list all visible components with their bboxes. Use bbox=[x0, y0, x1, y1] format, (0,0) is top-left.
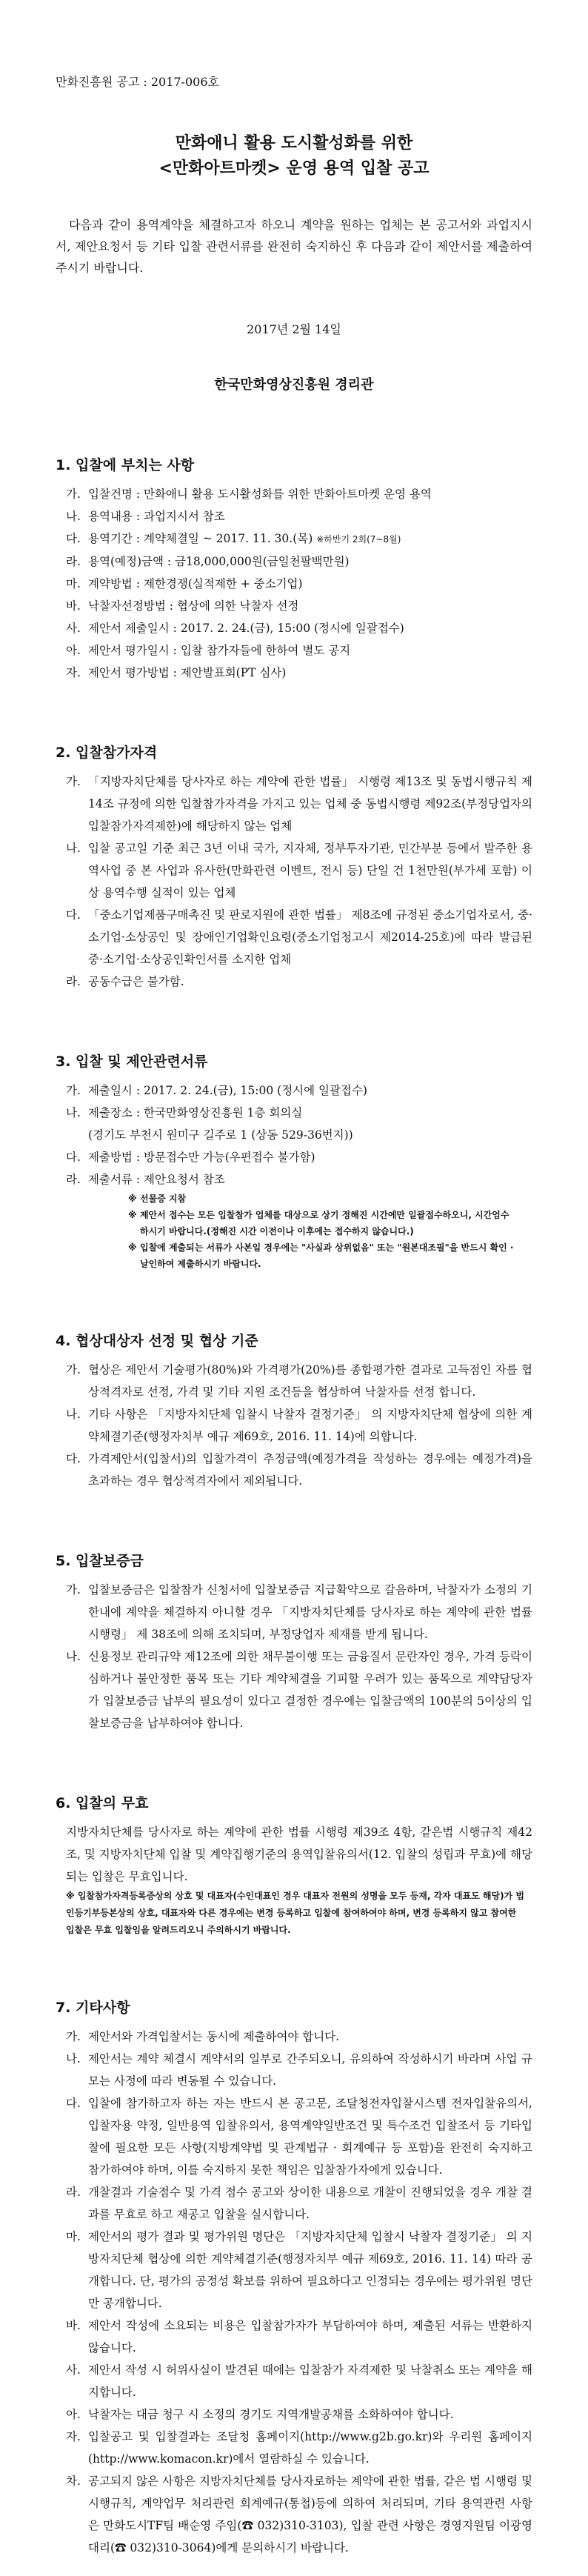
item-label: 나. bbox=[66, 1650, 81, 1663]
note-text: 선물증 지참 bbox=[140, 1194, 187, 1204]
item-label: 바. bbox=[66, 599, 81, 613]
item-label: 자. bbox=[66, 2430, 81, 2443]
note-item bbox=[56, 1191, 532, 1207]
list-item bbox=[56, 595, 532, 617]
item-label: 마. bbox=[66, 577, 81, 590]
item-text: 입찰건명 : 만화애니 활용 도시활성화를 위한 만화아트마켓 운영 용역 bbox=[88, 487, 432, 501]
list-item bbox=[56, 2092, 532, 2181]
list-item bbox=[56, 1079, 532, 1102]
item-text: 제안서 작성에 소요되는 비용은 입찰참가자가 부담하여야 하며, 제출된 서류는 반환하지 않습니다. bbox=[88, 2319, 532, 2354]
section-6 bbox=[56, 1792, 532, 1939]
list-item bbox=[56, 2359, 532, 2403]
item-label: 가. bbox=[66, 487, 81, 501]
item-text: 입찰 공고일 기준 최근 3년 이내 국가, 지자체, 정부투자기관, 민간부분 등에서 발주한 용역사업 중 본 사업과 유사한(만화관련 이벤트, 전시 등) 단일 건 1천만원(부가세 포함) 이상 용역수행 실적이 있는 업체 bbox=[88, 842, 532, 899]
list-item bbox=[56, 2226, 532, 2314]
list-item bbox=[56, 617, 532, 639]
list-item bbox=[56, 2403, 532, 2426]
list-item bbox=[56, 1645, 532, 1734]
section-title: 6. 입찰의 무효 bbox=[56, 1795, 149, 1811]
list-item bbox=[56, 971, 532, 993]
item-text: 공고되지 않은 사항은 지방자치단체를 당사자로하는 계약에 관한 법률, 같은 법 시행령 및 시행규칙, 계약업무 처리관련 회계예규(통첩)등에 의하여 처리되며, 기타 용역관련 사항은 만화도시TF팀 배순영 주임(☎ 032)310-3103), 입찰 관련 사항은 경영지원팀 이광영 대리(☎ 032)310-3064)에게 문의하시기 바랍니다. bbox=[88, 2475, 532, 2555]
list-item bbox=[56, 1448, 532, 1492]
item-text: 낙찰자선정방법 : 협상에 의한 낙찰자 선정 bbox=[88, 599, 299, 613]
section-title: 4. 협상대상자 선정 및 협상 기준 bbox=[56, 1333, 258, 1349]
list-item bbox=[56, 2470, 532, 2559]
item-label: 가. bbox=[66, 1363, 81, 1377]
list-item bbox=[56, 639, 532, 662]
list-item bbox=[56, 550, 532, 573]
item-text: 공동수급은 불가함. bbox=[88, 975, 184, 988]
note-mark: ※ bbox=[128, 1242, 137, 1253]
section-paragraph: 지방자치단체를 당사자로 하는 계약에 관한 법률 시행령 제39조 4항, 같은법 시행규칙 제42조, 및 지방자치단체 입찰 및 계약집행기준의 용역입찰유의서(12. 입찰의 성립과 무효)에 해당되는 입찰은 무효입니다. bbox=[66, 1826, 532, 1883]
list-item bbox=[56, 837, 532, 904]
item-text: 가격제안서(입찰서)의 입찰가격이 추정금액(예정가격을 작성하는 경우에는 예정가격)을 초과하는 경우 협상적격자에서 제외됩니다. bbox=[88, 1452, 532, 1488]
list-item bbox=[56, 771, 532, 837]
item-label: 나. bbox=[66, 1408, 81, 1421]
list-item bbox=[56, 1146, 532, 1168]
item-label: 다. bbox=[66, 1452, 81, 1465]
item-text: 제안서 평가방법 : 제안발표회(PT 심사) bbox=[88, 666, 287, 679]
item-label: 가. bbox=[66, 1583, 81, 1597]
item-label: 다. bbox=[66, 532, 81, 545]
item-label: 차. bbox=[66, 2475, 81, 2488]
item-text: 협상은 제안서 기술평가(80%)와 가격평가(20%)를 종합평가한 결과로 고득점인 자를 협상적격자로 선정, 가격 및 기타 지원 조건등을 협상하여 낙찰자를 선정 합니다. bbox=[88, 1363, 532, 1399]
section-title: 5. 입찰보증금 bbox=[56, 1553, 144, 1569]
item-label: 나. bbox=[66, 1106, 81, 1119]
section-title: 1. 입찰에 부치는 사항 bbox=[56, 457, 195, 473]
item-label: 다. bbox=[66, 2097, 81, 2110]
list-item bbox=[56, 2314, 532, 2359]
item-text: 기타 사항은 「지방자치단체 입찰시 낙찰자 결정기준」 의 지방자치단체 협상에 의한 계약체결기준(행정자치부 예규 제69호, 2016. 11. 14)에 의합니다. bbox=[88, 1408, 532, 1443]
list-item bbox=[56, 2181, 532, 2226]
item-label: 바. bbox=[66, 2319, 81, 2332]
section-2 bbox=[56, 742, 532, 993]
list-item bbox=[56, 527, 532, 550]
list-item bbox=[56, 505, 532, 527]
list-item bbox=[56, 904, 532, 971]
list-item bbox=[56, 2026, 532, 2048]
item-label: 나. bbox=[66, 510, 81, 523]
section-5 bbox=[56, 1550, 532, 1734]
title-line-1: 만화애니 활용 도시활성화를 위한 bbox=[175, 134, 413, 153]
item-text: 제출서류 : 제안요청서 참조 bbox=[88, 1173, 225, 1186]
intro-paragraph: 다음과 같이 용역계약을 체결하고자 하오니 계약을 원하는 업체는 본 공고서와 과업지시서, 제안요청서 등 기타 입찰 관련서류를 완전히 숙지하신 후 다음과 같이 제안서를 제출하여 주시기 바랍니다. bbox=[56, 218, 532, 275]
list-item bbox=[56, 1403, 532, 1448]
list-item bbox=[56, 1579, 532, 1645]
note-mark: ※ bbox=[128, 1210, 137, 1220]
item-text: 입찰에 참가하고자 하는 자는 반드시 본 공고문, 조달청전자입찰시스템 전자입찰유의서, 입찰자용 약정, 일반용역 입찰유의서, 용역계약일반조건 및 특수조건 입찰조서 등 기타입찰에 필요한 모든 사항(지방계약법 및 관계법규 · 회계예규 등 포함)을 완전히 숙지하고 참가하여야 하며, 이를 숙지하지 못한 책임은 입찰참가자에게 있습니다. bbox=[88, 2097, 532, 2177]
item-text: 개찰결과 기술점수 및 가격 점수 공고와 상이한 내용으로 개찰이 진행되었을 경우 개찰 결과를 무효로 하고 재공고 입찰을 실시합니다. bbox=[88, 2186, 532, 2221]
item-text: 제안서와 가격입찰서는 동시에 제출하여야 합니다. bbox=[88, 2030, 340, 2043]
item-label: 라. bbox=[66, 1173, 81, 1186]
section-note: ※ 입찰참가자격등록증상의 상호 및 대표자(수인대표인 경우 대표자 전원의 성명을 모두 등재, 각자 대표도 해당)가 법인등기부등본상의 상호, 대표자와 다른 경우에는 변경 등록하고 입찰에 참여하여야 하며, 변경 등록하지 않고 참여한 입찰은 무효 입찰임을 알려드리오니 주의하시기 바랍니다. bbox=[66, 1891, 524, 1935]
item-label: 마. bbox=[66, 2230, 81, 2243]
item-label: 라. bbox=[66, 2186, 81, 2199]
item-text: 「지방자치단체를 당사자로 하는 계약에 관한 법률」 시행령 제13조 및 동법시행규칙 제14조 규정에 의한 입찰참가자격을 가지고 있는 업체 중 동법시행령 제92조(부정당업자의 입찰참가자격제한)에 해당하지 않는 업체 bbox=[88, 775, 532, 833]
issuing-organization: 한국만화영상진흥원 경리관 bbox=[214, 377, 374, 393]
list-item bbox=[56, 483, 532, 505]
list-item bbox=[56, 662, 532, 684]
item-label: 아. bbox=[66, 644, 81, 657]
list-item bbox=[56, 573, 532, 595]
item-text: 제안서 평가일시 : 입찰 참가자들에 한하여 별도 공지 bbox=[88, 644, 351, 657]
item-label: 사. bbox=[66, 2363, 81, 2377]
item-label: 가. bbox=[66, 1084, 81, 1097]
item-text: 제안서의 평가 결과 및 평가위원 명단은 「지방자치단체 입찰시 낙찰자 결정기준」 의 지방자치단체 협상에 의한 계약체결기준(행정자치부 예규 제69호, 2016. 11. 14) 따라 공개합니다. 단, 평가의 공정성 확보를 위하여 필요하다고 인정되는 경우에는 평가위원 명단만 공개합니다. bbox=[88, 2230, 532, 2310]
list-item bbox=[56, 2426, 532, 2470]
title-line-2: <만화아트마켓> 운영 용역 입찰 공고 bbox=[158, 159, 430, 178]
item-label: 라. bbox=[66, 975, 81, 988]
section-title: 7. 기타사항 bbox=[56, 2000, 130, 2016]
item-text: 용역(예정)금액 : 금18,000,000원(금일천팔백만원) bbox=[88, 555, 350, 568]
list-item bbox=[56, 1359, 532, 1403]
item-label: 아. bbox=[66, 2408, 81, 2421]
item-text: 용역기간 : 계약체결일 ~ 2017. 11. 30.(목) bbox=[88, 532, 313, 545]
item-text: 용역내용 : 과업지시서 참조 bbox=[88, 510, 225, 523]
item-label: 사. bbox=[66, 622, 81, 635]
list-item bbox=[56, 2048, 532, 2092]
item-label: 다. bbox=[66, 1151, 81, 1164]
item-text: 제안서 작성 시 허위사실이 발견된 때에는 입찰참가 자격제한 및 낙찰취소 또는 계약을 해지합니다. bbox=[88, 2363, 532, 2399]
document bbox=[56, 73, 532, 2559]
item-note: ※하반기 2회(7~8월) bbox=[316, 534, 401, 545]
notice-date: 2017년 2월 14일 bbox=[247, 322, 341, 336]
item-text: 신용정보 관리규약 제12조에 의한 채무불이행 또는 금융질서 문란자인 경우, 가격 등락이 심하거나 불안정한 품목 또는 기타 계약체결을 기피할 우려가 있는 품목으로 계약담당자가 입찰보증금 납부의 필요성이 있다고 결정한 경우에는 입찰금액의 100분의 5이상의 입찰보증금을 납부하여야 합니다. bbox=[88, 1650, 532, 1730]
item-text: 계약방법 : 제한경쟁(실적제한 + 중소기업) bbox=[88, 577, 303, 590]
item-label: 나. bbox=[66, 2052, 81, 2066]
item-label: 나. bbox=[66, 842, 81, 855]
section-3 bbox=[56, 1051, 532, 1272]
item-text: 제출방법 : 방문접수만 가능(우편접수 불가함) bbox=[88, 1151, 315, 1164]
item-text: 「중소기업제품구매촉진 및 판로지원에 관한 법률」 제8조에 규정된 중소기업자로서, 중·소기업·소상공인 및 장애인기업확인요령(중소기업청고시 제2014-25호)에 따라 발급된 중·소기업·소상공인확인서를 소지한 업체 bbox=[88, 908, 532, 966]
item-text: 제출일시 : 2017. 2. 24.(금), 15:00 (정시에 일괄접수) bbox=[88, 1084, 367, 1097]
item-label bbox=[66, 1124, 88, 1146]
note-text: 입찰에 제출되는 서류가 사본일 경우에는 "사실과 상위없음" 또는 "원본대조필"을 반드시 확인 · 날인하여 제출하시기 바랍니다. bbox=[140, 1242, 514, 1269]
note-mark: ※ bbox=[128, 1194, 137, 1204]
item-text: 입찰공고 및 입찰결과는 조달청 홈페이지(http://www.g2b.go.kr)와 우리원 홈페이지(http://www.komacon.kr)에서 열람하실 수 있습니다. bbox=[88, 2430, 532, 2466]
item-label: 가. bbox=[66, 2030, 81, 2043]
item-label: 다. bbox=[66, 908, 81, 922]
item-text: 입찰보증금은 입찰참가 신청서에 입찰보증금 지급확약으로 갈음하며, 낙찰자가 소정의 기한내에 계약을 체결하지 아니할 경우 「지방자치단체를 당사자로 하는 계약에 관한 법률 시행령」 제 38조에 의해 조치되며, 부정당업자 제재를 받게 됩니다. bbox=[88, 1583, 532, 1641]
item-text: 제안서 제출일시 : 2017. 2. 24.(금), 15:00 (정시에 일괄접수) bbox=[88, 622, 404, 635]
notice-number: 만화진흥원 공고 : 2017-006호 bbox=[56, 75, 219, 89]
section-title: 2. 입찰참가자격 bbox=[56, 745, 158, 761]
item-text: (경기도 부천시 원미구 길주로 1 (상동 529-36번지)) bbox=[88, 1128, 353, 1142]
list-item bbox=[56, 1168, 532, 1191]
note-item bbox=[56, 1207, 532, 1239]
item-text: 제출장소 : 한국만화영상진흥원 1층 회의실 bbox=[88, 1106, 303, 1119]
item-label: 라. bbox=[66, 555, 81, 568]
section-1 bbox=[56, 454, 532, 684]
list-item bbox=[56, 1102, 532, 1124]
section-title: 3. 입찰 및 제안관련서류 bbox=[56, 1054, 208, 1070]
note-item bbox=[56, 1239, 532, 1272]
item-text: 제안서는 계약 체결시 계약서의 일부로 간주되오니, 유의하여 작성하시기 바라며 사업 규모는 사정에 따라 변동될 수 있습니다. bbox=[88, 2052, 532, 2088]
item-label: 가. bbox=[66, 775, 81, 788]
item-label: 자. bbox=[66, 666, 81, 679]
section-7 bbox=[56, 1997, 532, 2559]
note-text: 제안서 접수는 모든 입찰참가 업체를 대상으로 상기 정해진 시간에만 일괄접수하오니, 시간엄수 하시기 바랍니다.(정해진 시간 이전이나 이후에는 접수하지 않습니다.) bbox=[140, 1210, 510, 1237]
item-text: 낙찰자는 대금 청구 시 소정의 경기도 지역개발공채를 소화하여야 합니다. bbox=[88, 2408, 454, 2421]
section-4 bbox=[56, 1330, 532, 1492]
list-item bbox=[56, 1124, 532, 1146]
